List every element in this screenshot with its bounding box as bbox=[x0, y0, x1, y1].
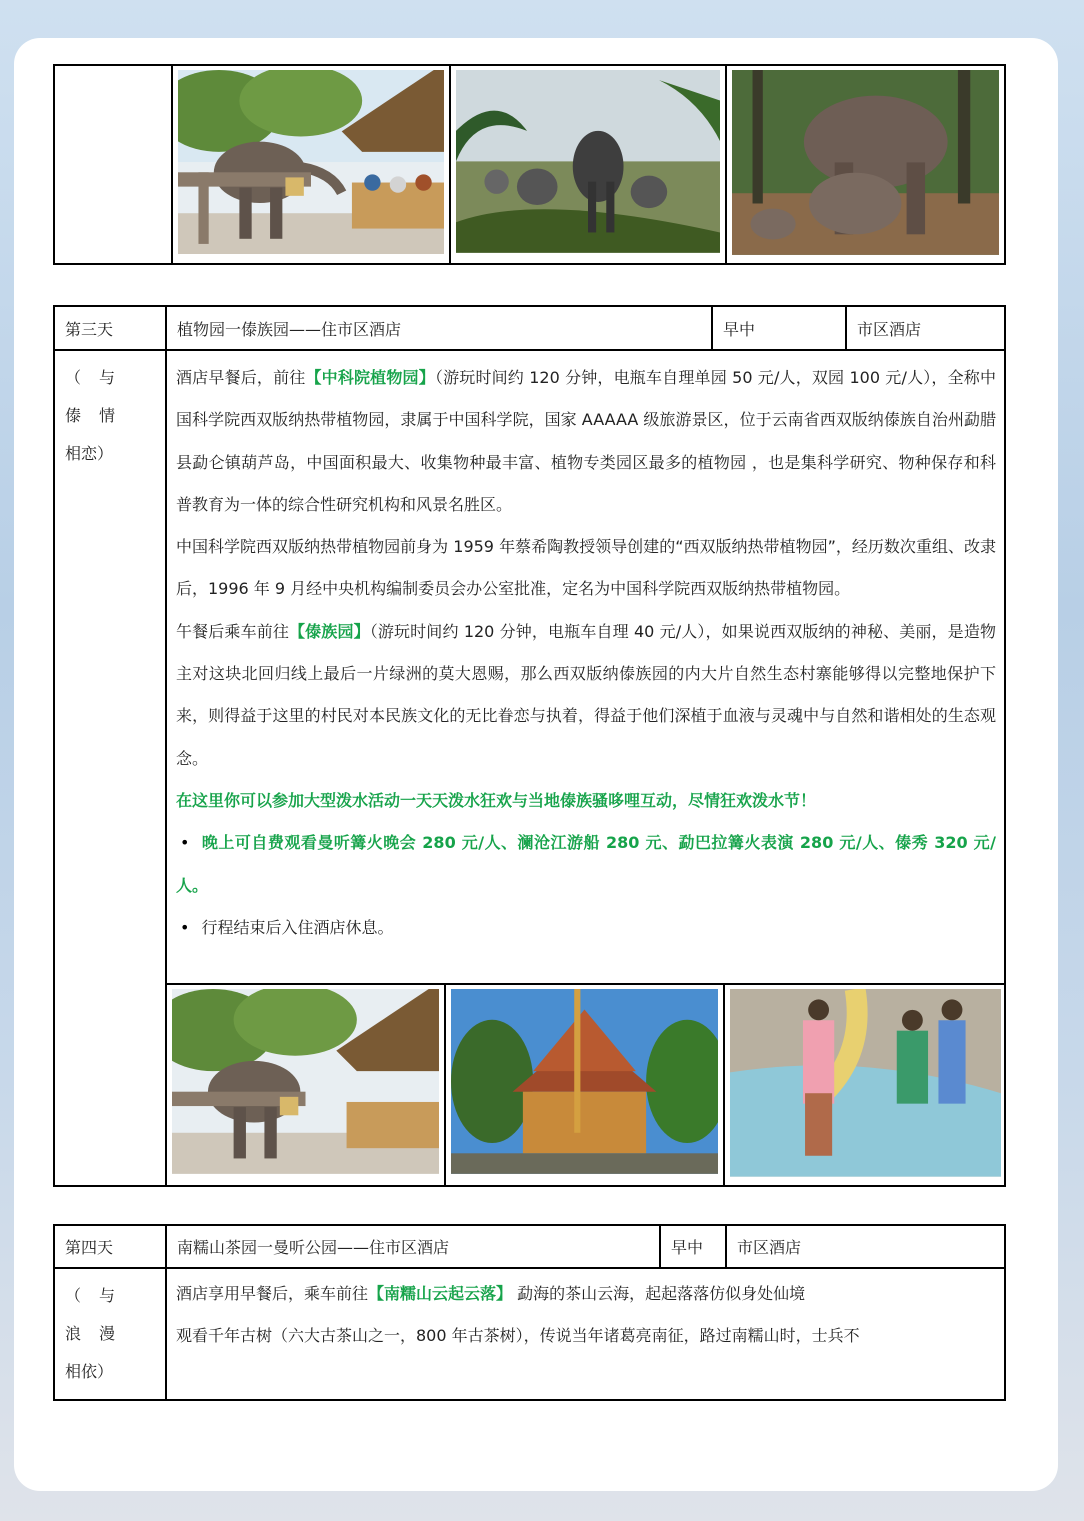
photo-cell bbox=[445, 985, 724, 1185]
elephant-herd-illustration bbox=[456, 70, 720, 253]
elephant-calf-photo bbox=[732, 70, 999, 255]
hotel-cell bbox=[846, 306, 1005, 350]
day-title: 第三天 bbox=[65, 319, 114, 339]
route-text: 植物园一傣族园——住市区酒店 bbox=[177, 319, 402, 339]
paragraph: 中国科学院西双版纳热带植物园前身为 1959 年蔡希陶教授领导创建的“西双版纳热带植物园”，经历数次重组、改隶后，1996 年 9 月经中央机构编制委员会办公室批准，定名为中国科学院西双版纳热带植物园。 bbox=[176, 537, 996, 599]
route-text: 南糯山茶园一曼听公园——住市区酒店 bbox=[177, 1238, 450, 1257]
meals-cell bbox=[712, 306, 846, 350]
empty-cell bbox=[54, 65, 172, 264]
meals-cell bbox=[660, 1225, 726, 1268]
attraction-name: 【中科院植物园】 bbox=[305, 368, 435, 387]
day3-photos-cell bbox=[166, 984, 1005, 1186]
photo-cell bbox=[724, 985, 1006, 1185]
text: 勐海的茶山云海，起起落落仿似身处仙境 bbox=[512, 1284, 806, 1303]
photo-cell bbox=[172, 65, 450, 264]
text: 午餐后乘车前往 bbox=[176, 621, 290, 641]
attraction-name: 【傣族园】 bbox=[289, 621, 370, 641]
attraction-name: 【南糯山云起云落】 bbox=[368, 1284, 513, 1303]
day3-table bbox=[53, 305, 1006, 1187]
optional-activities-bullet: • 晚上可自费观看曼听篝火晚会 280 元/人、澜沧江游船 280 元、勐巴拉篝火表演 280 元/人、傣秀 320 元/人。 bbox=[176, 822, 996, 907]
text: （游玩时间约 120 分钟，电瓶车自理 40 元/人），如果说西双版纳的神秘、美丽，是造物主对这块北回归线上最后一片绿洲的莫大恩赐，那么西双版纳傣族园的内大片自然生态村寨能够得以完整地保护下来，则得益于这里的村民对本民族文化的无比眷恋与执着，得益于他们深植于血液与灵魂中与自然和谐相处的生态观念。 bbox=[176, 621, 996, 768]
paragraph: 观看千年古树（六大古茶山之一，800 年古茶树），传说当年诸葛亮南征，路过南糯山时，士兵不 bbox=[176, 1326, 860, 1345]
elephant-feeding-photo bbox=[178, 70, 444, 254]
meals-text: 早中 bbox=[723, 319, 756, 339]
highlight-paragraph: 在这里你可以参加大型泼水活动一天天泼水狂欢与当地傣族骚哆哩互动，尽情狂欢泼水节！ bbox=[176, 790, 817, 810]
elephant-feeding-photo bbox=[172, 989, 439, 1174]
day-subtitle-line1: （与浪漫 bbox=[65, 1286, 134, 1343]
paragraph bbox=[176, 357, 996, 526]
text: 酒店享用早餐后，乘车前往 bbox=[176, 1284, 369, 1303]
day2-photo-table bbox=[53, 64, 1006, 265]
dai-temple-photo bbox=[451, 989, 718, 1174]
text: 酒店早餐后，前往 bbox=[176, 368, 306, 387]
photo-cell bbox=[726, 65, 1005, 264]
day-subtitle-line1: （与傣情 bbox=[65, 368, 134, 425]
rest-bullet: • 行程结束后入住酒店休息。 bbox=[176, 907, 996, 949]
photo-row bbox=[167, 985, 1006, 1185]
paragraph bbox=[176, 1273, 996, 1315]
day4-itinerary bbox=[166, 1268, 1005, 1400]
paragraph bbox=[176, 611, 996, 780]
photo-cell bbox=[450, 65, 726, 264]
water-splashing-festival-photo bbox=[730, 989, 1001, 1177]
meals-text: 早中 bbox=[671, 1238, 704, 1257]
day3-itinerary bbox=[166, 350, 1005, 984]
route-cell bbox=[166, 306, 712, 350]
day-title: 第四天 bbox=[65, 1238, 114, 1257]
text: （游玩时间约 120 分钟，电瓶车自理单园 50 元/人，双园 100 元/人），全称中国科学院西双版纳热带植物园，隶属于中国科学院，国家 AAAAA 级旅游景区，位于云南省西双版纳傣族自治州勐腊县勐仑镇葫芦岛，中国面积最大、收集物种最丰富、植物专类园区最多的植物园 ，也是集科学研究、物种保存和科普教育为一体的综合性研究机构和风景名胜区。 bbox=[176, 368, 996, 514]
day4-title-cell bbox=[54, 1225, 166, 1268]
photo-cell bbox=[167, 985, 445, 1185]
day-subtitle-line2: 相恋） bbox=[65, 444, 114, 463]
hotel-text: 市区酒店 bbox=[737, 1238, 802, 1257]
hotel-cell bbox=[726, 1225, 1005, 1268]
day4-subtitle-cell bbox=[54, 1268, 166, 1400]
day3-subtitle-cell bbox=[54, 350, 166, 1186]
day3-title-cell bbox=[54, 306, 166, 350]
day-subtitle-line2: 相依） bbox=[65, 1362, 114, 1381]
hotel-text: 市区酒店 bbox=[857, 319, 922, 339]
route-cell bbox=[166, 1225, 660, 1268]
day4-table bbox=[53, 1224, 1006, 1401]
